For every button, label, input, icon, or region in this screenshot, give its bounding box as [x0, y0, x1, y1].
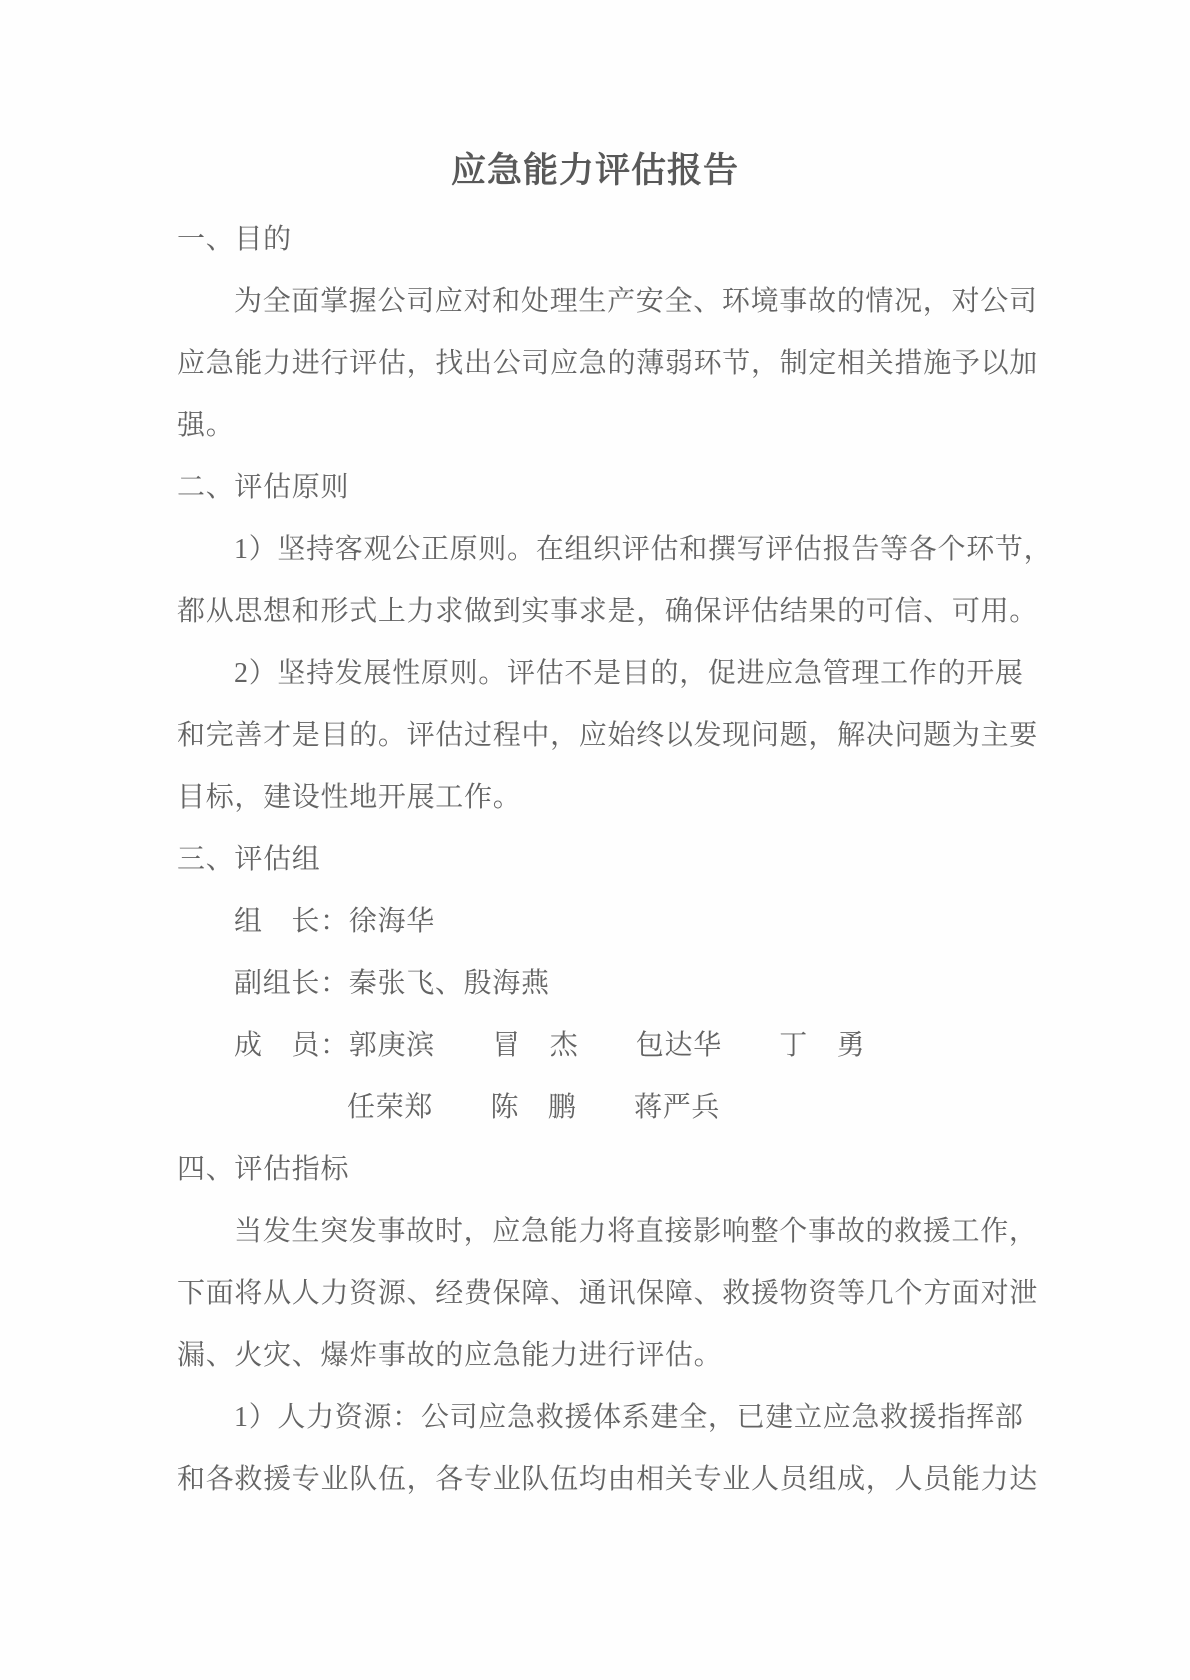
text-line: 和完善才是目的。评估过程中，应始终以发现问题，解决问题为主要 — [177, 720, 1039, 751]
text-line: 1）坚持客观公正原则。在组织评估和撰写评估报告等各个环节， — [234, 534, 1053, 565]
text-line: 下面将从人力资源、经费保障、通讯保障、救援物资等几个方面对泄 — [177, 1278, 1039, 1309]
text-line: 目标，建设性地开展工作。 — [177, 782, 522, 813]
text-line: 一、目的 — [177, 224, 292, 255]
text-line: 组 长：徐海华 — [234, 906, 435, 937]
text-line: 1）人力资源：公司应急救援体系建全，已建立应急救援指挥部 — [234, 1402, 1024, 1433]
text-line: 当发生突发事故时，应急能力将直接影响整个事故的救援工作， — [234, 1216, 1038, 1247]
text-line: 四、评估指标 — [177, 1154, 350, 1185]
text-line: 三、评估组 — [177, 844, 321, 875]
text-line: 强。 — [177, 410, 235, 441]
text-line: 成 员：郭庚滨 冒 杰 包达华 丁 勇 — [234, 1030, 866, 1061]
text-line: 漏、火灾、爆炸事故的应急能力进行评估。 — [177, 1340, 723, 1371]
document-title: 应急能力评估报告 — [450, 151, 739, 190]
text-line: 任荣郑 陈 鹏 蒋严兵 — [347, 1092, 721, 1123]
text-line: 应急能力进行评估，找出公司应急的薄弱环节，制定相关措施予以加 — [177, 348, 1039, 379]
text-line: 二、评估原则 — [177, 472, 350, 503]
text-line: 都从思想和形式上力求做到实事求是，确保评估结果的可信、可用。 — [177, 596, 1039, 627]
text-line: 和各救援专业队伍，各专业队伍均由相关专业人员组成，人员能力达 — [177, 1464, 1039, 1495]
text-line: 2）坚持发展性原则。评估不是目的，促进应急管理工作的开展 — [234, 658, 1024, 689]
text-line: 为全面掌握公司应对和处理生产安全、环境事故的情况，对公司 — [234, 286, 1038, 317]
document-body — [177, 209, 1057, 1511]
text-line: 副组长：秦张飞、殷海燕 — [234, 968, 550, 999]
